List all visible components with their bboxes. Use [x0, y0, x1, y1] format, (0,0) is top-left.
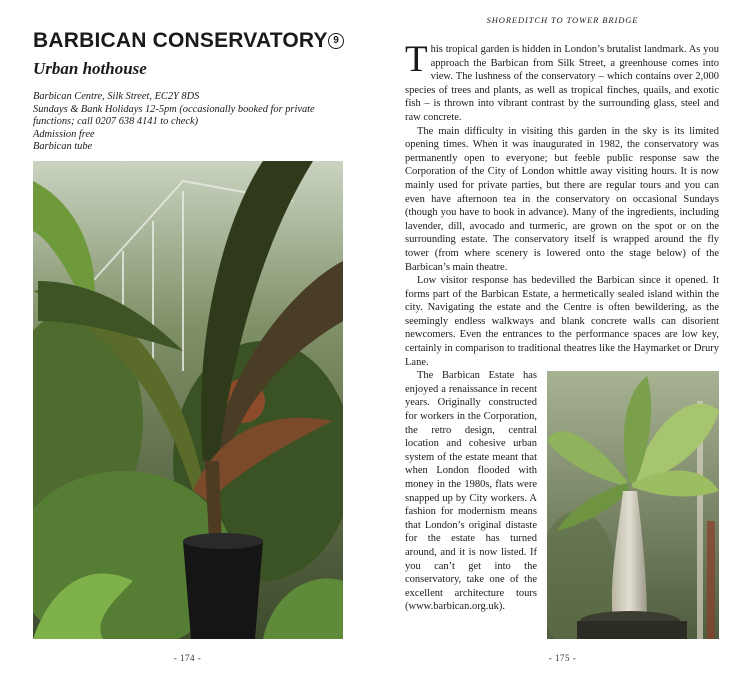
visitor-info: [33, 91, 351, 154]
running-head: SHOREDITCH TO TOWER BRIDGE: [486, 15, 639, 25]
paragraph-1-text: his tropical garden is hidden in London’s brutalist landmark. As you approach the Barbican from Silk Street, a greenhouse comes into view. The lushness of the conservatory – which contains over 2,000 species of trees and plants, as well as tropical finches, quails, and exotic fish – is thrown into vibrant contrast by the surrounding glass, steel and raw concrete.: [405, 44, 719, 123]
right-page: [375, 0, 750, 679]
info-hours: Sundays & Bank Holidays 12-5pm (occasionally booked for private functions; call 0207 638 4141 to check): [33, 103, 315, 128]
entry-number-badge: 9: [328, 33, 344, 49]
article-body: [405, 39, 719, 643]
info-admission: Admission free: [33, 128, 95, 140]
paragraph-4: [405, 369, 719, 614]
paragraph-2: The main difficulty in visiting this garden in the sky is its limited opening times. When it was inaugurated in 1982, the conservatory was permanently open to everyone; but feeble public response saw the Corporation of the City of London whittle away visiting hours. It is now mainly used for private parties, but there are regular tours and you can even have afternoon tea in the conservatory on occasional Sundays (though you have to book in advance). Many of the ingredients, including lavender, dill, avocado and turmeric, are grown on the spot or on the surrounding estate. The conservatory itself is wrapped around the fly tower (from where scenery is lowered onto the stage below) of the Barbican’s main theatre.: [405, 125, 719, 273]
page-number-left: - 174 -: [173, 653, 202, 663]
paragraph-4-text: The Barbican Estate has enjoyed a renaissance in recent years. Originally constructed for workers in the Corporation, the retro design, central location and cohesive urban system of the estate meant that when London flooded with money in the 1980s, flats were snapped up by City workers. A fashion for modernism means that London’s original distaste for the estate has turned around, and it is now listed. If you can’t get into the conservatory, take one of the excellent architecture tours (www.barbican.org.uk).: [405, 370, 537, 613]
info-address: Barbican Centre, Silk Street, EC2Y 8DS: [33, 91, 200, 102]
drop-cap: T: [405, 39, 428, 80]
conservatory-photo: [33, 161, 343, 639]
paragraph-1: [405, 39, 719, 125]
paragraph-3: Low visitor response has bedevilled the Barbican since it opened. It forms part of the Barbican Estate, a hermetically sealed island within the city. Navigating the estate and the Centre is often bewildering, as the seemingly endless walkways and blank concrete walls can disorient newcomers. Even the entrances to the performance spaces are low key, certainly in comparison to traditional theatres like the Haymarket or Drury Lane.: [405, 275, 719, 368]
plant-photo: [547, 371, 719, 639]
page-subtitle: Urban hothouse: [33, 59, 147, 78]
page-title: BARBICAN CONSERVATORY: [33, 29, 328, 52]
page-number-right: - 175 -: [548, 653, 577, 663]
info-transport: Barbican tube: [33, 141, 93, 153]
